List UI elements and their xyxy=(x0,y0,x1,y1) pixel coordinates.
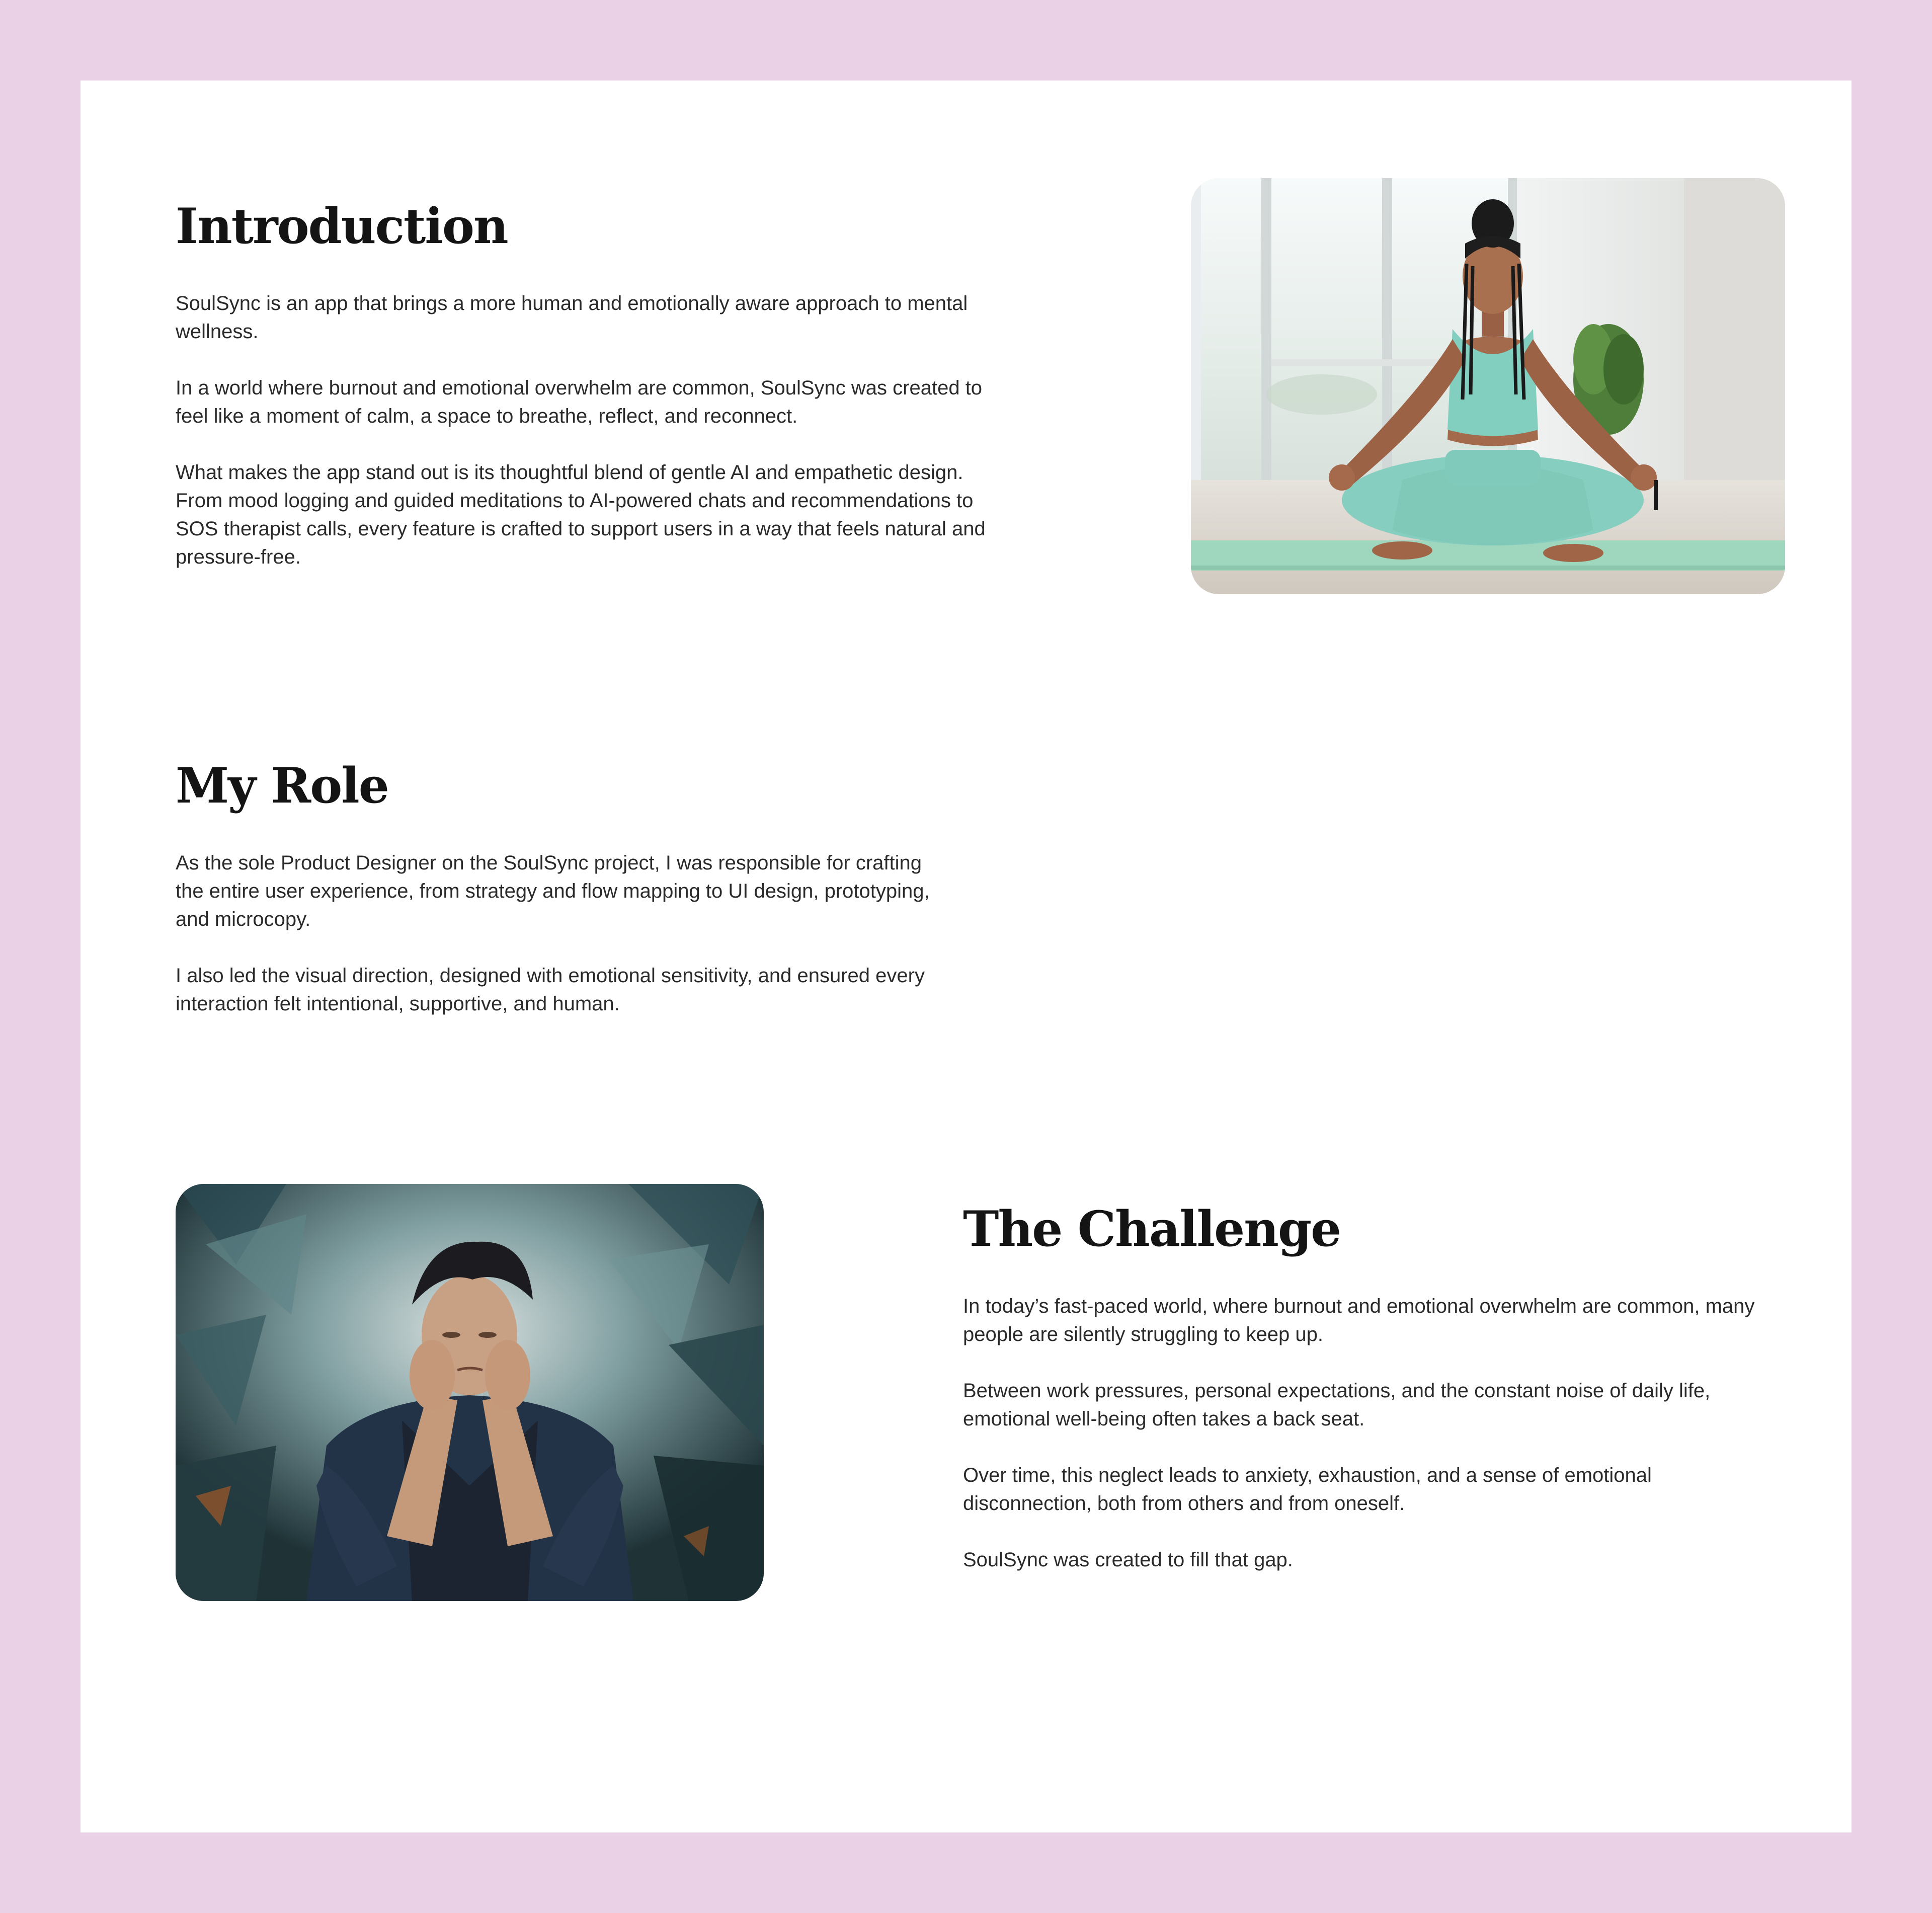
introduction-section xyxy=(176,199,1001,571)
introduction-paragraph: In a world where burnout and emotional overwhelm are common, SoulSync was created to feel like a moment of calm, a space to breathe, reflect, and reconnect. xyxy=(176,377,983,428)
my-role-paragraph: I also led the visual direction, designed with emotional sensitivity, and ensured every interaction felt intentional, supportive, and human. xyxy=(176,965,925,1015)
meditating-woman-illustration xyxy=(1191,178,1785,594)
meditation-photo xyxy=(1191,178,1785,594)
introduction-body xyxy=(176,289,1001,571)
challenge-paragraph: SoulSync was created to fill that gap. xyxy=(963,1549,1293,1571)
challenge-paragraph: In today’s fast-paced world, where burnout and emotional overwhelm are common, many people are silently struggling to keep up. xyxy=(963,1295,1755,1346)
my-role-section xyxy=(176,758,930,1018)
challenge-paragraph: Between work pressures, personal expectations, and the constant noise of daily life, emotional well-being often takes a back seat. xyxy=(963,1380,1711,1430)
my-role-paragraph: As the sole Product Designer on the SoulSync project, I was responsible for crafting the entire user experience, from strategy and flow mapping to UI design, prototyping, and microcopy. xyxy=(176,852,930,931)
content-sheet xyxy=(80,81,1852,1832)
challenge-title: The Challenge xyxy=(963,1201,1341,1257)
stressed-man-photo xyxy=(176,1184,764,1601)
introduction-paragraph: What makes the app stand out is its thoughtful blend of gentle AI and empathetic design. From mood logging and guided meditations to AI-powered chats and recommendations to SOS therapist calls, every feature is crafted to support users in a way that feels natural and pressure-free. xyxy=(176,461,986,569)
my-role-title: My Role xyxy=(176,757,388,814)
introduction-paragraph: SoulSync is an app that brings a more human and emotionally aware approach to mental wellness. xyxy=(176,292,968,343)
my-role-body xyxy=(176,849,930,1018)
introduction-title: Introduction xyxy=(176,198,508,255)
challenge-body xyxy=(963,1292,1778,1574)
challenge-section xyxy=(963,1202,1778,1574)
stressed-man-illustration xyxy=(176,1184,764,1601)
challenge-paragraph: Over time, this neglect leads to anxiety, exhaustion, and a sense of emotional disconnection, both from others and from oneself. xyxy=(963,1464,1652,1515)
